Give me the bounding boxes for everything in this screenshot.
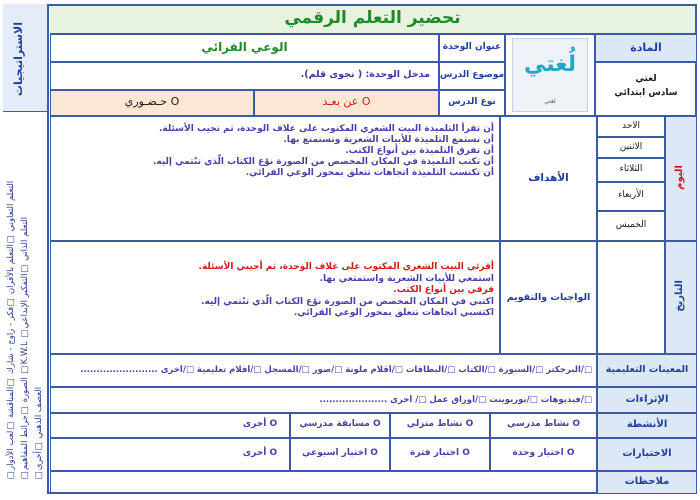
day-name-4: الخميس (615, 220, 647, 230)
aids-options[interactable]: □/البرجكتر □/السبورة □/الكتاب □/البطاقات □/أقلام ملونة □/صور □/المسجل □/أفلام تعليمية □/أخرى ........................ (80, 365, 592, 375)
lesson-type-inperson[interactable]: حـضـوري O (124, 95, 180, 108)
strategy-list-1[interactable]: □التعلم التعاوني □التعلم بالأقران □فكر - زاوج - شارك □المناقشة □لعب الأدوار (6, 180, 16, 480)
homework-label: الواجبات والتقويم (506, 292, 591, 303)
date-value-cell[interactable] (597, 241, 665, 354)
strategy-list-2[interactable]: □الصورة □خرائط المفاهيم □K.W.L □التعلم الذاتي □التفكير الإبداعي (20, 216, 30, 480)
objective-line-5: أن تكتسب التلميذة اتجاهات تتعلق بمحور الوعي القرائي. (245, 168, 494, 178)
test-option-0[interactable]: اختبار وحدة O (512, 448, 575, 458)
test-option-3[interactable]: أخرى O (242, 448, 278, 458)
aids-label: المعينات التعليمية (605, 364, 689, 375)
enrichment-label: الإثراءات (625, 394, 669, 405)
objectives-label: الأهداف (528, 172, 569, 184)
tests-label: الاختبارات (622, 448, 672, 459)
notes-content-cell[interactable] (50, 471, 597, 494)
objective-line-1: أن تقرأ التلميذة البيت الشعري المكتوب على غلاف الوحدة، ثم تجيب الأسئلة. (158, 124, 494, 134)
test-option-2[interactable]: اختبار اسبوعي O (302, 448, 378, 458)
subject-logo-caption: لغتي (544, 98, 556, 105)
objectives-list (56, 124, 494, 179)
subject-value-line2: سادس ابتدائي (614, 88, 678, 98)
lesson-type-remote[interactable]: عن بعـد O (322, 95, 371, 108)
subject-label: المادة (630, 41, 662, 54)
subject-logo-text: لُغتي (524, 52, 576, 77)
enrichment-options[interactable]: □/فيديوهات □/بوربوينت □/أوراق عمل □/ أخرى ..................... (319, 395, 592, 405)
homework-line-5: اكتسبي اتجاهات تتعلق بمحور الوعي القرائي. (293, 308, 494, 318)
lesson-value: مدخل الوحدة: ( نجوى قلم). (300, 69, 430, 80)
activity-option-3[interactable]: أخرى O (242, 419, 278, 429)
homework-line-4: اكتبي في المكان المخصص من الصورة نوْع الكتاب الّذي تنْتمي إليه. (201, 296, 494, 307)
objective-line-3: أن تفرق التلميذة بين أنواع الكتب. (345, 146, 494, 156)
activity-option-2[interactable]: مسابقة مدرسي O (299, 419, 381, 429)
objective-line-2: أن تستمع التلميذة للأبيات الشعرية وتستمتع بها. (283, 135, 494, 145)
page-title: تحضير التعلم الرقمي (284, 8, 461, 28)
subject-value-line1: لغتي (635, 74, 657, 84)
day-name-3: الأربعاء (618, 190, 644, 200)
activity-option-0[interactable]: نشاط مدرسي O (506, 419, 581, 429)
date-label: التاريخ (674, 280, 685, 312)
strategy-list-3[interactable]: □العصف الذهني □أخرى (34, 386, 44, 480)
objective-line-4: أن تكتب التلميذة في المكان المخصص من الصورة نوْع الكتاب الّذي تنْتمي إليه. (152, 157, 494, 167)
homework-line-3: فرقي بين أنواع الكتب. (393, 285, 494, 295)
activities-label: الأنشطة (626, 419, 668, 430)
activity-option-1[interactable]: نشاط منزلي O (406, 419, 474, 429)
unit-value: الوعي القرائي (201, 40, 288, 54)
homework-line-1: أقرئي البيت الشعري المكتوب على غلاف الوحدة، ثم أجيبي الأسئلة. (198, 262, 494, 272)
notes-label: ملاحظات (624, 476, 670, 487)
test-option-1[interactable]: اختبار فترة O (410, 448, 470, 458)
day-name-1: الاثنين (619, 142, 643, 152)
day-name-0: الاحد (622, 121, 640, 131)
lesson-type-label: نوع الدرس (448, 97, 496, 107)
homework-list (56, 262, 494, 320)
day-name-2: الثلاثاء (619, 164, 643, 174)
homework-line-2: استمعي للأبيات الشعرية واستمتعي بها. (319, 273, 494, 284)
strategies-header (3, 4, 47, 112)
lesson-label: موضوع الدرس (439, 70, 505, 80)
unit-label: عنوان الوحدة (442, 42, 502, 52)
strategies-label: الاستراتيجيات (12, 22, 25, 97)
day-label: اليوم (674, 165, 685, 190)
